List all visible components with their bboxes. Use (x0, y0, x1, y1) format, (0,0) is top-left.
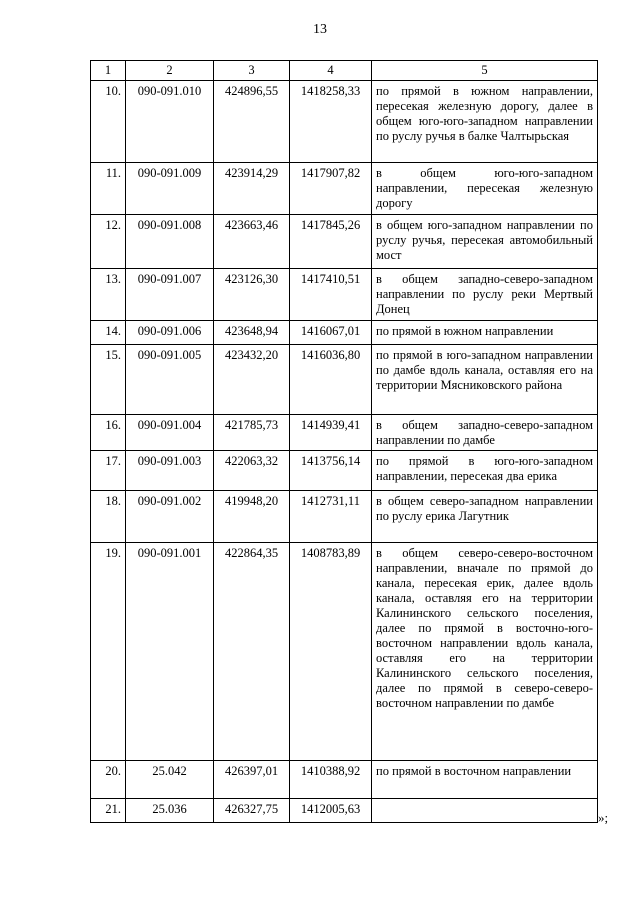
row-number: 17. (91, 451, 126, 491)
coord-x: 426397,01 (214, 761, 290, 799)
coord-x: 421785,73 (214, 415, 290, 451)
table-row (91, 543, 598, 761)
coord-y: 1408783,89 (290, 543, 372, 761)
point-code: 090-091.010 (126, 81, 214, 163)
row-number: 18. (91, 491, 126, 543)
row-number: 16. (91, 415, 126, 451)
coord-x: 422864,35 (214, 543, 290, 761)
point-code: 090-091.006 (126, 321, 214, 345)
table-row (91, 345, 598, 415)
point-code: 25.036 (126, 799, 214, 823)
row-number: 14. (91, 321, 126, 345)
point-code: 090-091.002 (126, 491, 214, 543)
table-header-row (91, 61, 598, 81)
coord-x: 422063,32 (214, 451, 290, 491)
description: по прямой в южном направлении, пересекая железную дорогу, далее в общем юго-юго-западном направлении по руслу ручья в балке Чалтырьская (372, 81, 598, 163)
coord-x: 423432,20 (214, 345, 290, 415)
description: в общем юго-юго-западном направлении, пересекая железную дорогу (372, 163, 598, 215)
page-number: 13 (313, 22, 327, 37)
description: по прямой в южном направлении (372, 321, 598, 345)
description: по прямой в юго-юго-западном направлении, пересекая два ерика (372, 451, 598, 491)
table-row (91, 321, 598, 345)
coord-y: 1410388,92 (290, 761, 372, 799)
row-number: 15. (91, 345, 126, 415)
coord-x: 423914,29 (214, 163, 290, 215)
coord-y: 1416036,80 (290, 345, 372, 415)
coord-y: 1412005,63 (290, 799, 372, 823)
table-row (91, 269, 598, 321)
description: в общем северо-северо-восточном направлении, вначале по прямой до канала, пересекая ерик, далее вдоль канала, оставляя его на территории Калининского сельского поселения, далее по прямой в восточно-юго-восточном направлении вдоль канала, оставляя его на территории Калининского сельского поселения, далее по прямой в северо-северо-восточном направлении по дамбе (372, 543, 598, 761)
closing-quote-mark: »; (598, 810, 609, 825)
coord-y: 1417845,26 (290, 215, 372, 269)
coord-y: 1418258,33 (290, 81, 372, 163)
description: в общем юго-западном направлении по руслу ручья, пересекая автомобильный мост (372, 215, 598, 269)
coord-y: 1412731,11 (290, 491, 372, 543)
coord-x: 423663,46 (214, 215, 290, 269)
table-row (91, 163, 598, 215)
description: в общем западно-северо-западном направлении по руслу реки Мертвый Донец (372, 269, 598, 321)
header-col-5: 5 (372, 61, 598, 81)
point-code: 090-091.003 (126, 451, 214, 491)
point-code: 090-091.007 (126, 269, 214, 321)
coord-x: 419948,20 (214, 491, 290, 543)
row-number: 19. (91, 543, 126, 761)
coord-y: 1417410,51 (290, 269, 372, 321)
description (372, 799, 598, 823)
coord-y: 1417907,82 (290, 163, 372, 215)
header-col-2: 2 (126, 61, 214, 81)
row-number: 11. (91, 163, 126, 215)
row-number: 20. (91, 761, 126, 799)
table-row (91, 81, 598, 163)
point-code: 090-091.004 (126, 415, 214, 451)
point-code: 25.042 (126, 761, 214, 799)
row-number: 10. (91, 81, 126, 163)
point-code: 090-091.009 (126, 163, 214, 215)
header-col-3: 3 (214, 61, 290, 81)
coord-y: 1413756,14 (290, 451, 372, 491)
point-code: 090-091.008 (126, 215, 214, 269)
coord-x: 426327,75 (214, 799, 290, 823)
table-row (91, 415, 598, 451)
row-number: 12. (91, 215, 126, 269)
point-code: 090-091.001 (126, 543, 214, 761)
header-col-1: 1 (91, 61, 126, 81)
table-row (91, 761, 598, 799)
table-row (91, 451, 598, 491)
coord-x: 424896,55 (214, 81, 290, 163)
table-row (91, 799, 598, 823)
table-row (91, 215, 598, 269)
header-col-4: 4 (290, 61, 372, 81)
description: в общем западно-северо-западном направлении по дамбе (372, 415, 598, 451)
coord-x: 423126,30 (214, 269, 290, 321)
row-number: 13. (91, 269, 126, 321)
description: по прямой в восточном направлении (372, 761, 598, 799)
description: в общем северо-западном направлении по руслу ерика Лагутник (372, 491, 598, 543)
boundary-table (90, 60, 598, 823)
coord-y: 1414939,41 (290, 415, 372, 451)
point-code: 090-091.005 (126, 345, 214, 415)
description: по прямой в юго-западном направлении по дамбе вдоль канала, оставляя его на территории Мясниковского района (372, 345, 598, 415)
coord-y: 1416067,01 (290, 321, 372, 345)
table-row (91, 491, 598, 543)
row-number: 21. (91, 799, 126, 823)
coord-x: 423648,94 (214, 321, 290, 345)
